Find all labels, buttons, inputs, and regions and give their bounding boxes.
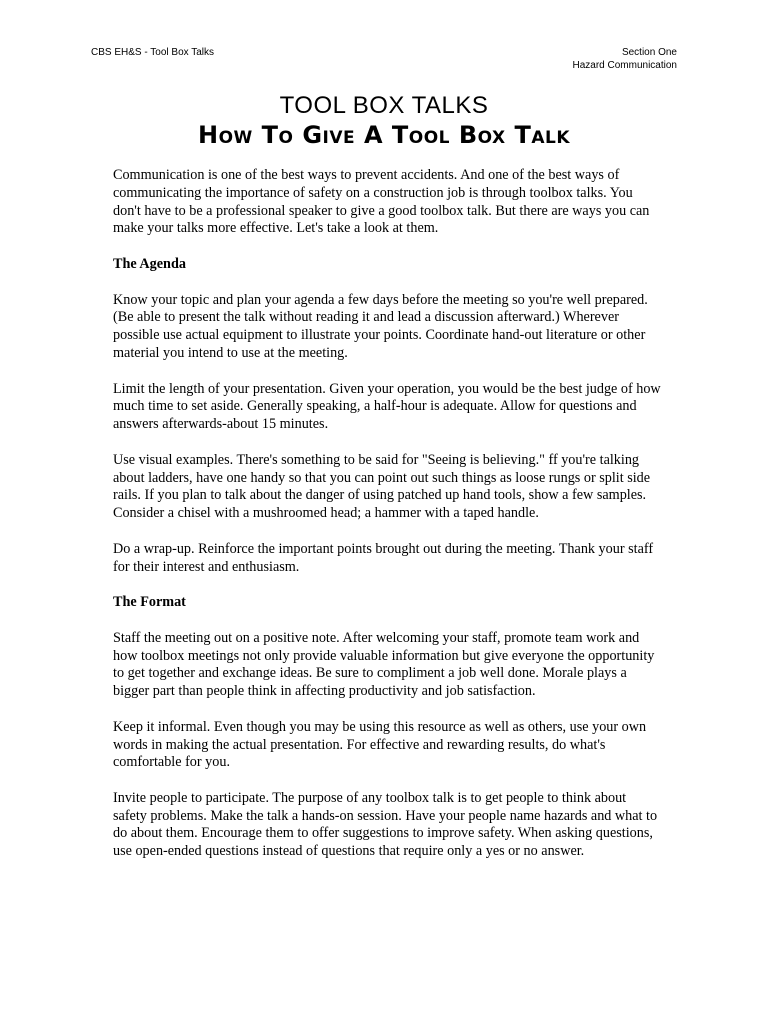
- paragraph: Limit the length of your presentation. Given your operation, you would be the best judge of how much time to set aside. Generally speaking, a half-hour is adequate. Allow for questions and answers afterwards-about 15 minutes.: [113, 380, 661, 433]
- paragraph: Do a wrap-up. Reinforce the important points brought out during the meeting. Thank your staff for their interest and enthusiasm.: [113, 540, 654, 575]
- page-title: TOOL BOX TALKS: [279, 92, 489, 119]
- section-heading-format: The Format: [113, 594, 186, 611]
- header-left: CBS EH&S - Tool Box Talks: [91, 47, 215, 58]
- page-subtitle: How To Give A Tool Box Talk: [198, 121, 570, 149]
- section-heading-agenda: The Agenda: [113, 255, 186, 272]
- header-section: Section One: [621, 47, 677, 58]
- paragraph: Invite people to participate. The purpose of any toolbox talk is to get people to think about safety problems. Make the talk a hands-on session. Have your people name hazards and what to do about them. Encourage them to offer suggestions to improve safety. When asking questions, use open-ended questions instead of questions that require only a yes or no answer.: [113, 789, 658, 860]
- paragraph: Staff the meeting out on a positive note. After welcoming your staff, promote team work and how toolbox meetings not only provide valuable information but give everyone the opportunity to get together and exchange ideas. Be sure to compliment a job well done. Morale plays a bigger part than people think in affecting productivity and job satisfaction.: [113, 629, 655, 700]
- header-topic: Hazard Communication: [572, 60, 677, 71]
- paragraph: Use visual examples. There's something to be said for "Seeing is believing." ff you're talking about ladders, have one handy so that you can point out such things as loose rungs or split side rails. If you plan to talk about the danger of using patched up hand tools, show a few samples. Consider a chisel with a mushroomed head; a hammer with a taped handle.: [113, 451, 651, 522]
- paragraph: Keep it informal. Even though you may be using this resource as well as others, use your own words in making the actual presentation. For effective and rewarding results, do what's comfortable for you.: [113, 718, 647, 771]
- intro-paragraph: Communication is one of the best ways to prevent accidents. And one of the best ways of communicating the importance of safety on a construction job is through toolbox talks. You don't have to be a professional speaker to give a good toolbox talk. But there are ways you can make your talks more effective. Let's take a look at them.: [113, 167, 650, 237]
- document-body: [113, 167, 663, 879]
- header-right: [573, 46, 678, 72]
- paragraph: Know your topic and plan your agenda a few days before the meeting so you're well prepared. (Be able to present the talk without reading it and lead a discussion afterward.) Wherever possible use actual equipment to illustrate your points. Coordinate hand-out literature or other material you intend to use at the meeting.: [113, 291, 648, 361]
